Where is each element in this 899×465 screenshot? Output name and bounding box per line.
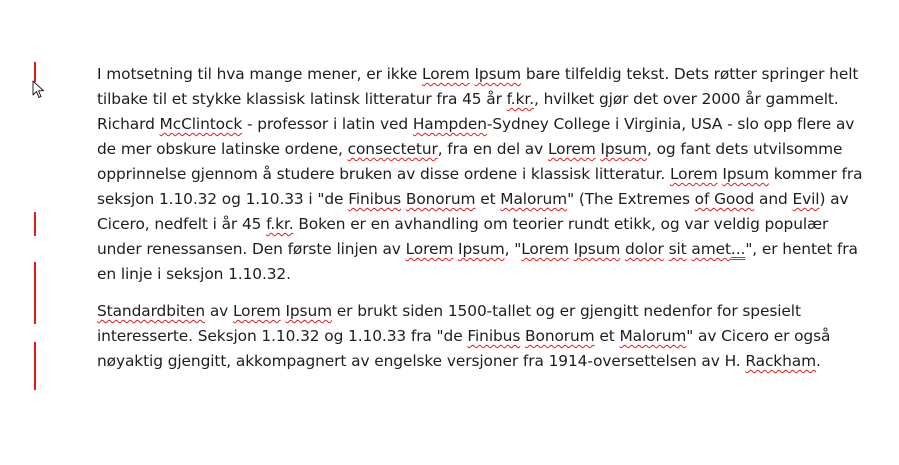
- text-run: en linje i seksjon 1.10.32.: [97, 265, 291, 283]
- change-bar: [34, 262, 36, 324]
- misspelled-word: Lorem: [521, 240, 569, 258]
- misspelled-word: McClintock: [159, 115, 243, 133]
- change-bar: [34, 62, 36, 82]
- misspelled-word: f.kr.: [266, 215, 294, 233]
- text-line[interactable]: [97, 112, 887, 137]
- text-run: et: [594, 327, 620, 345]
- text-run: Cicero, nedfelt i år 45: [97, 215, 267, 233]
- misspelled-word: amet: [691, 240, 731, 258]
- misspelled-word: Hampden: [412, 115, 487, 133]
- text-line[interactable]: [97, 62, 887, 87]
- misspelled-word: Ipsum: [573, 240, 621, 258]
- paragraph-spacing: [97, 287, 887, 299]
- misspelled-word: f.kr.: [506, 90, 535, 108]
- text-line[interactable]: [97, 299, 887, 324]
- misspelled-word: dolor: [625, 240, 664, 258]
- misspelled-word: Lorem: [422, 65, 470, 83]
- text-run: ", er hentet fra: [745, 240, 858, 258]
- change-bar: [34, 212, 36, 236]
- text-line[interactable]: [97, 349, 887, 374]
- text-run: - professor i latin ved: [242, 115, 413, 133]
- misspelled-word: Ipsum: [474, 65, 522, 83]
- text-run: , hvilket gjør det over 2000 år gammelt.: [534, 90, 839, 108]
- text-run: er brukt siden 1500-tallet og er gjengitt nedenfor for spesielt: [332, 302, 801, 320]
- misspelled-word: Standardbiten: [97, 302, 206, 320]
- text-run: Richard: [97, 115, 160, 133]
- misspelled-word: Ipsum: [458, 240, 505, 258]
- text-run: seksjon 1.10.32 og 1.10.33 i "de: [97, 190, 349, 208]
- text-line[interactable]: [97, 237, 887, 262]
- misspelled-word: Bonorum: [405, 190, 476, 208]
- text-run: et: [475, 190, 501, 208]
- misspelled-word: Ipsum: [722, 165, 769, 183]
- text-line[interactable]: [97, 187, 887, 212]
- text-run: " (The Extremes: [567, 190, 695, 208]
- misspelled-word: sit: [668, 240, 687, 258]
- text-run: " av Cicero er også: [686, 327, 831, 345]
- paragraph[interactable]: [97, 62, 887, 287]
- text-run: -Sydney College i Virginia, USA - slo opp flere av: [486, 115, 855, 133]
- text-run: .: [816, 352, 821, 370]
- misspelled-word: consectetur: [347, 140, 438, 158]
- misspelled-word: Evil: [792, 190, 820, 208]
- misspelled-word: of Good: [694, 190, 755, 208]
- text-run: ) av: [819, 190, 849, 208]
- text-run: nøyaktig gjengitt, akkompagnert av engelske versjoner fra 1914-oversettelsen av H.: [97, 352, 746, 370]
- grammar-flag: ...: [730, 240, 746, 258]
- text-line[interactable]: [97, 162, 887, 187]
- misspelled-word: Finibus: [348, 190, 402, 208]
- misspelled-word: Rackham: [745, 352, 816, 370]
- paragraph[interactable]: [97, 299, 887, 374]
- text-run: av: [205, 302, 233, 320]
- text-run: , ": [504, 240, 522, 258]
- text-run: I motsetning til hva mange mener, er ikke: [97, 65, 423, 83]
- text-line[interactable]: [97, 324, 887, 349]
- misspelled-word: Lorem: [405, 240, 454, 258]
- misspelled-word: Lorem: [232, 302, 281, 320]
- text-run: de mer obskure latinske ordene,: [97, 140, 348, 158]
- text-run: , og fant dets utvilsomme: [646, 140, 843, 158]
- misspelled-word: Lorem: [547, 140, 596, 158]
- text-line[interactable]: [97, 262, 887, 287]
- text-line[interactable]: [97, 87, 887, 112]
- text-run: interesserte. Seksjon 1.10.32 og 1.10.33 fra "de: [97, 327, 468, 345]
- text-line[interactable]: [97, 212, 887, 237]
- text-run: kommer fra: [768, 165, 863, 183]
- text-run: opprinnelse gjennom å studere bruken av disse ordene i klassisk litteratur.: [97, 165, 670, 183]
- text-run: bare tilfeldig tekst. Dets røtter springer helt: [521, 65, 859, 83]
- misspelled-word: Finibus: [467, 327, 521, 345]
- text-run: tilbake til et stykke klassisk latinsk litteratur fra 45 år: [97, 90, 507, 108]
- change-bar: [34, 342, 36, 390]
- text-run: under renessansen. Den første linjen av: [97, 240, 406, 258]
- text-run: and: [754, 190, 793, 208]
- misspelled-word: Bonorum: [525, 327, 595, 345]
- document-body[interactable]: [97, 62, 887, 374]
- misspelled-word: Ipsum: [600, 140, 647, 158]
- misspelled-word: Lorem: [669, 165, 718, 183]
- mouse-pointer-icon: [32, 80, 46, 100]
- misspelled-word: Malorum: [619, 327, 687, 345]
- text-run: Boken er en avhandling om teorier rundt etikk, og var veldig populær: [293, 215, 829, 233]
- misspelled-word: Ipsum: [285, 302, 333, 320]
- misspelled-word: Malorum: [500, 190, 568, 208]
- text-line[interactable]: [97, 137, 887, 162]
- text-run: , fra en del av: [437, 140, 548, 158]
